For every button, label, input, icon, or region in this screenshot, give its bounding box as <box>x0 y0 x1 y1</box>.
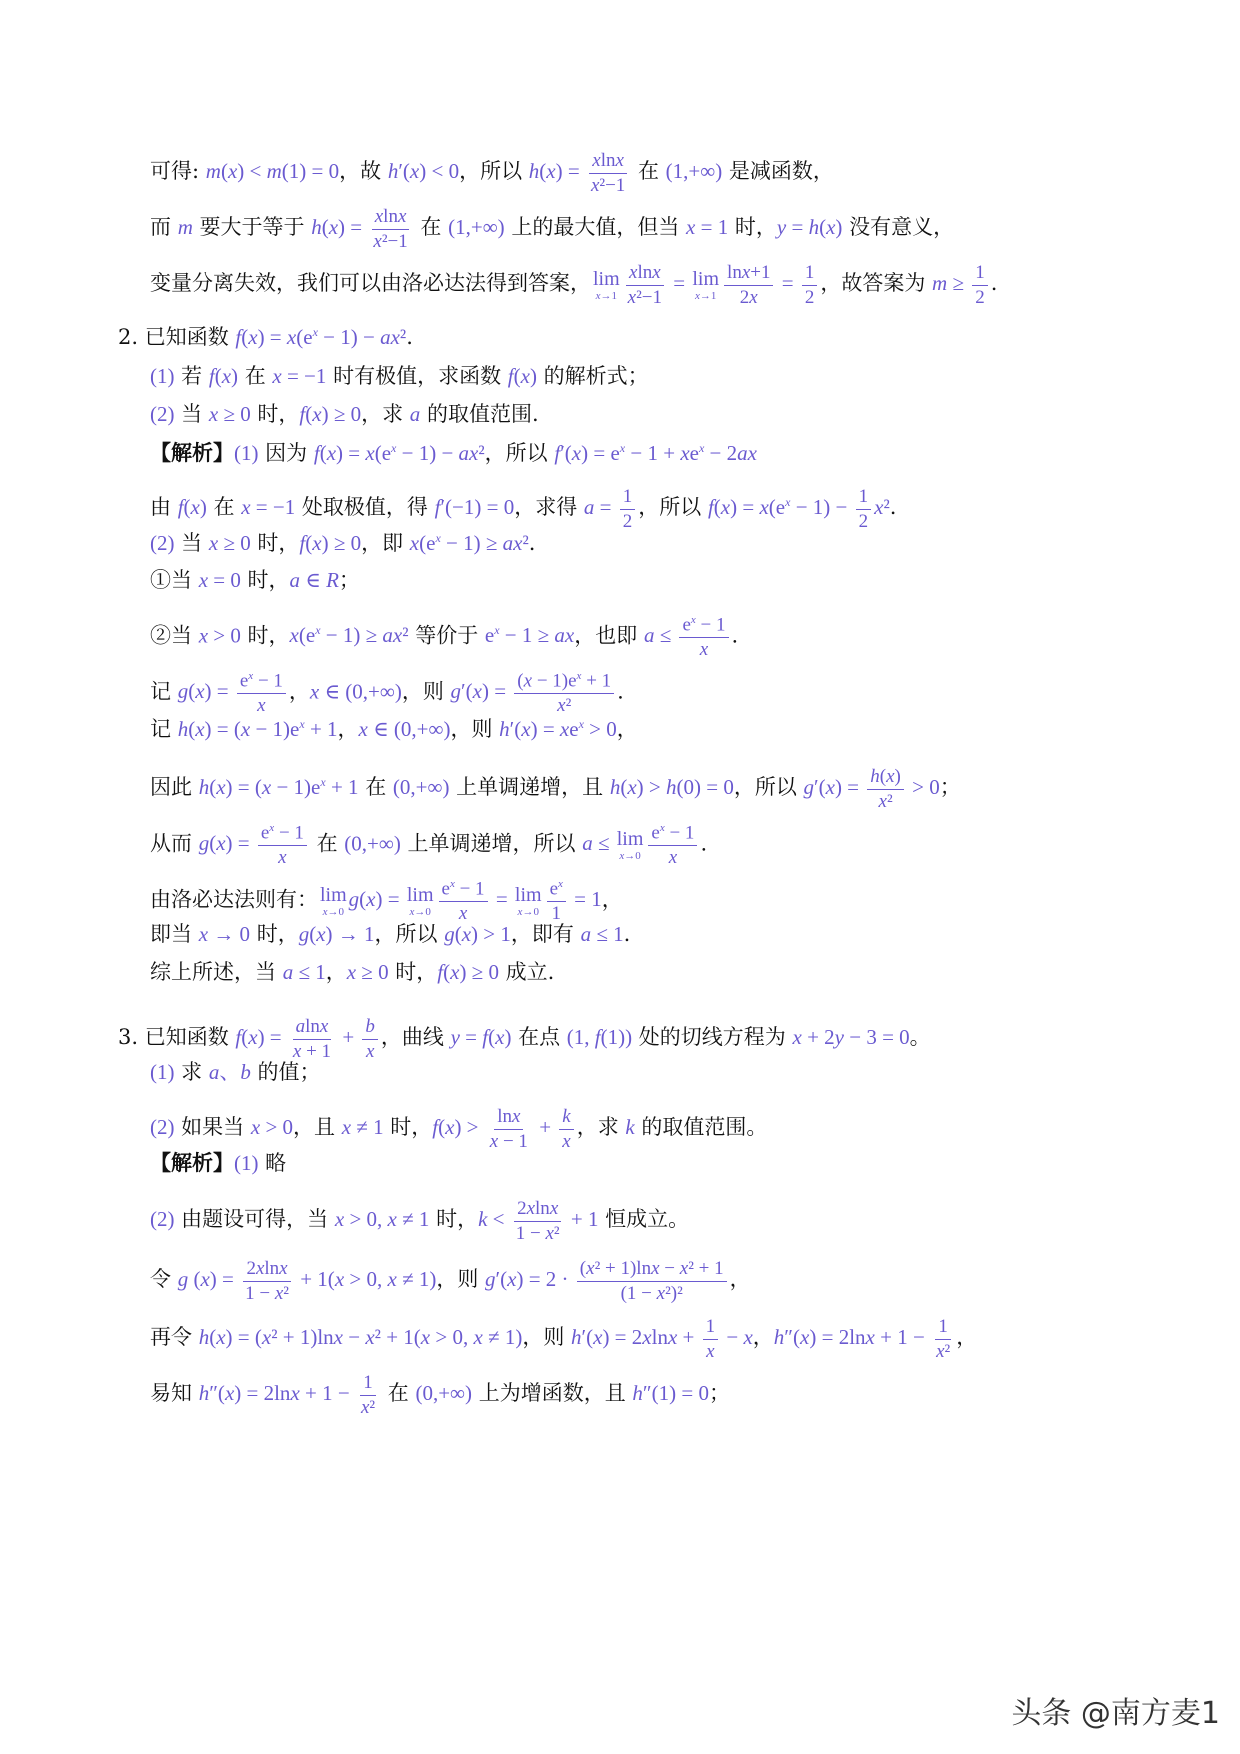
solution-line: 记 $h(x) = (x - 1)e^x + 1$，x ∈ (0,+∞)，则 $h'(x) = xe^x > 0$， <box>150 717 638 741</box>
text-line: 变量分离失效，我们可以由洛必达法得到答案， lim x→1 $\frac{xlnx}{\text{x²−1}}$ = lim x→1 $\frac{\ln x+1}{2x}$ = $\frac{1}{2}$ ，故答案为 m ≥ $\frac{1}{2}$ . <box>150 262 998 308</box>
solution-line: 即当 x → 0 时，g(x) → 1，所以 g(x) > 1，即有 a ≤ 1. <box>150 922 631 946</box>
solution-line: 由 f(x) 在 x = −1 处取极值，得 f′(−1) = 0，求得 a = $\frac{1}{2}$ ，所以 $f(x) = x(e^x - 1)$ − $\frac{1}{2}$ x². <box>150 486 897 532</box>
solution-line: ①当 x = 0 时，a ∈ R； <box>150 568 360 592</box>
solution-line: 因此 $h(x) = (x - 1)e^x + 1$ 在 (0,+∞) 上单调递增，且 h(x) > h(0) = 0，所以 g′(x) = $\frac{h(x)}{\text{x²}}$ > 0； <box>150 766 961 812</box>
solution-line: ②当 x > 0 时，$x(e^x - 1) \ge ax^2$ 等价于 $e^x - 1$ ≥ ax，也即 a ≤ $\frac{e^x - 1}{x}$ . <box>150 614 739 661</box>
solution-line: 记 g(x) = $\frac{e^x - 1}{x}$ ，x ∈ (0,+∞)，则 g′(x) = $\frac{(x - 1)e^x + 1}{\text{x²}}$ . <box>150 670 624 717</box>
watermark: 头条 @南方麦1 <box>1011 1696 1220 1731</box>
text-line: 可得: m(x) < m(1) = 0，故 h′(x) < 0，所以 h(x) = $\frac{xlnx}{\text{x²−1}}$ 在 (1,+∞) 是减函数， <box>150 150 834 196</box>
solution-line: 综上所述，当 a ≤ 1，x ≥ 0 时，f(x) ≥ 0 成立. <box>150 960 555 984</box>
question-2-part-2: (2) 当 x ≥ 0 时，f(x) ≥ 0，求 a 的取值范围. <box>150 402 539 426</box>
solution-line: (2) 当 x ≥ 0 时，f(x) ≥ 0，即 $x(e^x - 1) \ge ax^2$. <box>150 531 536 555</box>
question-3-part-1: (1) 求 a、b 的值； <box>150 1060 321 1084</box>
solution-line: 令 g (x) = $\frac{2xlnx}{\text{1 − x²}}$ + 1(x > 0, x ≠ 1)，则 g′(x) = 2 · $\frac{\text{(x² + 1)lnx − x² + 1}}{\text{(1 − x²)²}}$ ， <box>150 1258 751 1304</box>
text-line: 而 m 要大于等于 h(x) = $\frac{xlnx}{\text{x²−1}}$ 在 (1,+∞) 上的最大值，但当 x = 1 时，y = h(x) 没有意义， <box>150 206 955 252</box>
solution-line: (2) 由题设可得，当 x > 0, x ≠ 1 时，k < $\frac{2xlnx}{\text{1 − x²}}$ + 1 恒成立。 <box>150 1198 690 1244</box>
solution-line: 再令 h(x) = (x² + 1)lnx − x² + 1(x > 0, x ≠ 1)，则 h′(x) = 2xlnx + $\frac{1}{x}$ − x，h″(x) = 2lnx + 1 − $\frac{1}{\text{x²}}$ ， <box>150 1316 978 1362</box>
solution-line: 从而 g(x) = $\frac{e^x - 1}{x}$ 在 (0,+∞) 上单调递增，所以 a ≤ lim x→0 $\frac{e^x - 1}{x}$ . <box>150 822 708 869</box>
question-2-part-1: (1) 若 f(x) 在 x = −1 时有极值，求函数 f(x) 的解析式； <box>150 364 649 388</box>
solution-line: 【解析】(1) 因为 $f(x) = x(e^x - 1) - ax^2$，所以 $f'(x) = e^x - 1 + xe^x - 2ax$ <box>150 440 757 465</box>
question-2: 2. 已知函数 $f(x) = x(e^x - 1) - ax^2$. <box>118 325 413 349</box>
solution-line: 由洛必达法则有： lim x→0 g(x) = lim x→0 $\frac{e^x - 1}{x}$ = lim x→0 $\frac{e^x}{1}$ = 1， <box>150 878 623 925</box>
question-3: 3. 已知函数 f(x) = $\frac{alnx}{x + 1}$ + $\frac{b}{x}$ ，曲线 y = f(x) 在点 (1, f(1)) 处的切线方程为 x + 2y − 3 = 0。 <box>118 1016 931 1062</box>
question-3-part-2: (2) 如果当 x > 0，且 x ≠ 1 时，f(x) > $\frac{\ln x}{x - 1}$ + $\frac{k}{x}$ ，求 k 的取值范围。 <box>150 1106 768 1152</box>
solution-line: 【解析】(1) 略 <box>150 1150 287 1175</box>
solution-line: 易知 h″(x) = 2lnx + 1 − $\frac{1}{\text{x²}}$ 在 (0,+∞) 上为增函数，且 h″(1) = 0； <box>150 1372 730 1418</box>
